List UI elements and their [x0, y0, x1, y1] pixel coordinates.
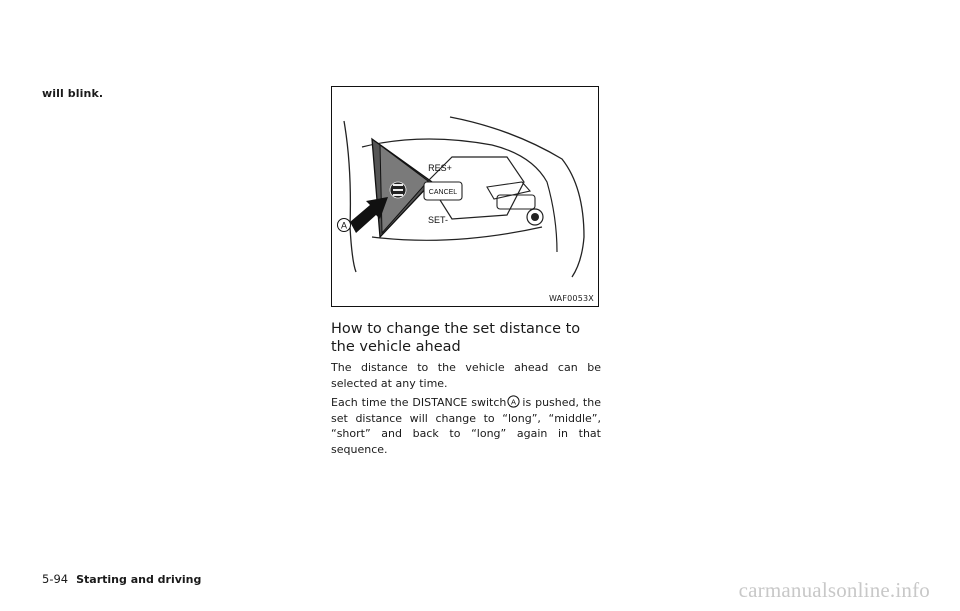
continuation-text: will blink.	[42, 87, 104, 100]
page-footer	[42, 572, 201, 586]
callout-a-icon-label: A	[511, 397, 517, 407]
footer-section-title: Starting and driving	[76, 573, 202, 586]
paragraph-1: The distance to the vehicle ahead can be selected at any time.	[331, 361, 601, 390]
callout-a-icon	[507, 395, 520, 408]
cancel-button-label: CANCEL	[428, 189, 458, 196]
watermark: carmanualsonline.info	[738, 578, 930, 602]
res-button-label: RES+	[428, 163, 452, 173]
paragraph-2-end: is pushed, the set distance will change to “long”, “middle”, “short” and back to “long” again in that sequence.	[331, 396, 601, 456]
steering-wheel-drawing	[332, 87, 598, 306]
paragraph-2-start: Each time the DISTANCE switch	[331, 396, 507, 409]
page-number: 5-94	[42, 572, 69, 586]
steering-switch-illustration	[331, 86, 599, 307]
section-heading: How to change the set distance to the vehicle ahead	[331, 321, 581, 355]
figure-code: WAF0053X	[549, 294, 594, 303]
paragraph-2	[331, 395, 601, 457]
callout-a-label: A	[340, 220, 348, 231]
distance-switch-icon	[390, 182, 406, 198]
set-button-label: SET-	[427, 215, 449, 225]
